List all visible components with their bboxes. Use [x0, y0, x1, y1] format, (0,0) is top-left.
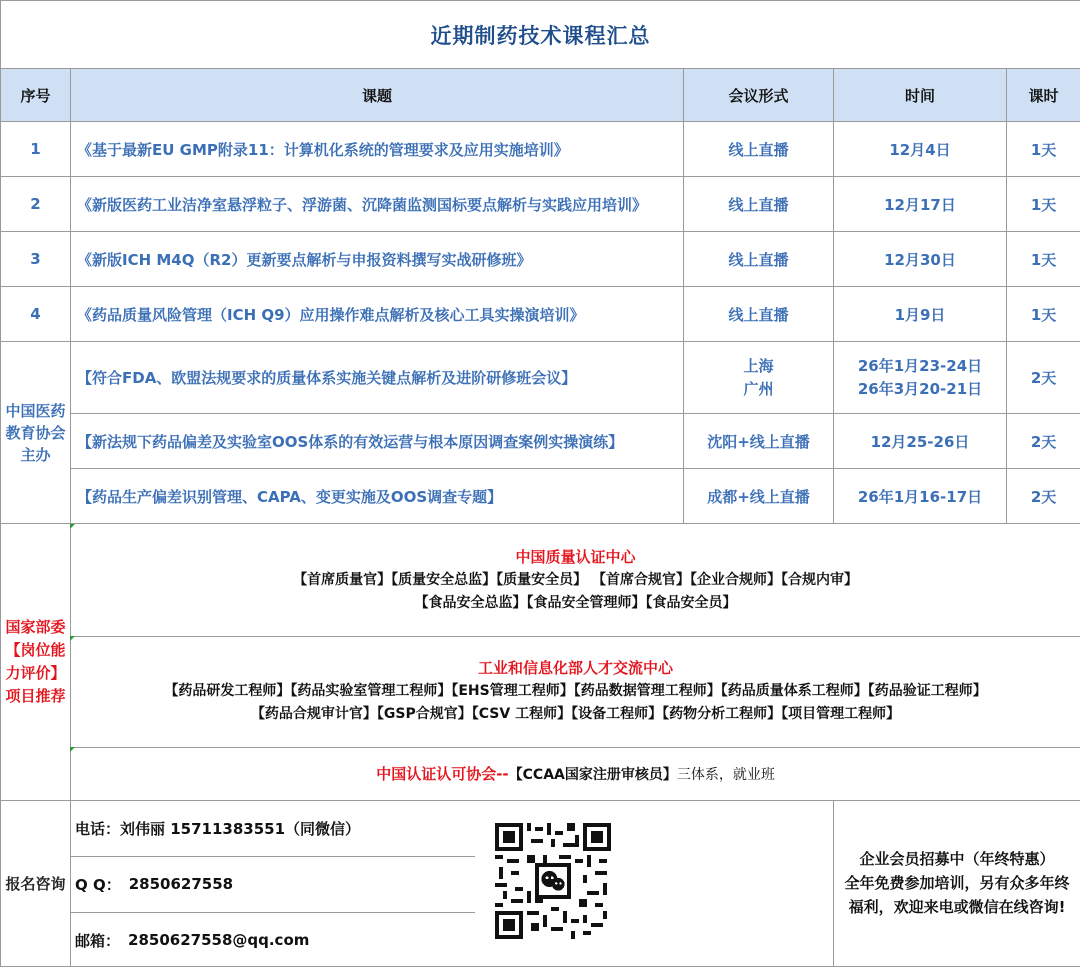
- course-format: 线上直播: [684, 232, 834, 287]
- course-time: [834, 342, 1007, 414]
- cert-line: 【首席质量官】【质量安全总监】【质量安全员】 【首席合规官】【企业合规师】【合规内审】: [293, 571, 858, 588]
- course-time: 12月4日: [834, 122, 1007, 177]
- course-no: 2: [1, 177, 71, 232]
- course-topic: 【新法规下药品偏差及实验室OOS体系的有效运营与根本原因调查案例实操演练】: [71, 414, 684, 469]
- cert-block-miit: [71, 636, 1080, 747]
- course-format: 成都+线上直播: [684, 469, 834, 524]
- course-row: [1, 122, 1080, 177]
- ministry-row: [1, 524, 1080, 636]
- email-value[interactable]: 2850627558@qq.com: [128, 931, 310, 950]
- course-hours: 1天: [1007, 232, 1080, 287]
- course-topic: 【符合FDA、欧盟法规要求的质量体系实施关键点解析及进阶研修班会议】: [71, 342, 684, 414]
- course-hours: 2天: [1007, 414, 1080, 469]
- ministry-label-line: 【岗位能: [5, 641, 66, 660]
- course-time: 1月9日: [834, 287, 1007, 342]
- association-label-line: 教育协会: [5, 423, 66, 442]
- course-topic: 《新版医药工业洁净室悬浮粒子、浮游菌、沉降菌监测国标要点解析与实践应用培训》: [71, 177, 684, 232]
- email-line: [71, 913, 833, 967]
- cert-org: 工业和信息化部人才交流中心: [478, 659, 674, 678]
- course-format: [684, 342, 834, 414]
- association-label-line: 中国医药: [5, 401, 66, 420]
- course-row: [1, 287, 1080, 342]
- course-time: 12月30日: [834, 232, 1007, 287]
- association-row: [1, 414, 1080, 469]
- course-hours: 2天: [1007, 469, 1080, 524]
- header-hours: 课时: [1007, 69, 1080, 122]
- format-line: 上海: [743, 356, 774, 375]
- phone-line: [71, 801, 833, 856]
- cell-marker-icon: [70, 636, 75, 641]
- cert-line: 【药品研发工程师】【药品实验室管理工程师】【EHS管理工程师】【药品数据管理工程师】【药品质量体系工程师】【药品验证工程师】: [164, 683, 987, 700]
- qq-label: Q Q：: [75, 875, 121, 894]
- course-format: 线上直播: [684, 177, 834, 232]
- course-row: [1, 232, 1080, 287]
- header-no: 序号: [1, 69, 71, 122]
- course-topic: 《药品质量风险管理（ICH Q9）应用操作难点解析及核心工具实操演培训》: [71, 287, 684, 342]
- ccaa-note: 三体系，就业班: [676, 767, 775, 784]
- course-hours: 1天: [1007, 122, 1080, 177]
- cell-marker-icon: [70, 747, 75, 752]
- course-no: 1: [1, 122, 71, 177]
- time-line: 26年3月20-21日: [857, 379, 983, 398]
- wechat-qr-code-icon: [495, 823, 611, 939]
- ministry-label-line: 力评价】: [5, 664, 66, 683]
- association-row: [1, 342, 1080, 414]
- qq-value[interactable]: 2850627558: [128, 875, 234, 894]
- phone-label: 电话：: [75, 819, 121, 838]
- cert-line: 【食品安全总监】【食品安全管理师】【食品安全员】: [414, 594, 737, 611]
- membership-detail: 全年免费参加培训，另有众多年终福利，欢迎来电或微信在线咨询!: [844, 874, 1070, 917]
- header-time: 时间: [834, 69, 1007, 122]
- header-topic: 课题: [71, 69, 684, 122]
- course-time: 12月17日: [834, 177, 1007, 232]
- ccaa-org: 中国认证认可协会--: [376, 765, 509, 784]
- course-hours: 1天: [1007, 177, 1080, 232]
- course-hours: 1天: [1007, 287, 1080, 342]
- cell-marker-icon: [70, 524, 75, 529]
- cert-org: 中国质量认证中心: [515, 547, 636, 566]
- ministry-row: [1, 747, 1080, 800]
- course-row: [1, 177, 1080, 232]
- ministry-label-line: 项目推荐: [5, 687, 66, 706]
- course-topic: 《新版ICH M4Q（R2）更新要点解析与申报资料撰写实战研修班》: [71, 232, 684, 287]
- ministry-row: [1, 636, 1080, 747]
- time-line: 26年1月23-24日: [857, 356, 983, 375]
- association-label: [1, 342, 71, 524]
- membership-promo: [834, 800, 1080, 966]
- course-topic: 《基于最新EU GMP附录11：计算机化系统的管理要求及应用实施培训》: [71, 122, 684, 177]
- header-format: 会议形式: [684, 69, 834, 122]
- format-line: 广州: [743, 379, 774, 398]
- course-hours: 2天: [1007, 342, 1080, 414]
- course-no: 3: [1, 232, 71, 287]
- ccaa-cert: 【CCAA国家注册审核员】: [508, 767, 677, 784]
- phone-value[interactable]: 刘伟丽 15711383551（同微信）: [120, 819, 361, 838]
- ministry-label: [1, 524, 71, 800]
- association-row: [1, 469, 1080, 524]
- contact-info: [71, 800, 834, 966]
- cert-line: 【药品合规审计官】【GSP合规官】【CSV 工程师】【设备工程师】【药物分析工程师】【项目管理工程师】: [250, 706, 901, 723]
- page-title: 近期制药技术课程汇总: [1, 1, 1080, 69]
- contact-row: [1, 800, 1080, 966]
- membership-title: 企业会员招募中（年终特惠）: [859, 850, 1055, 869]
- course-format: 线上直播: [684, 287, 834, 342]
- cert-block-cqc: [71, 524, 1080, 636]
- course-format: 线上直播: [684, 122, 834, 177]
- association-label-line: 主办: [20, 445, 51, 464]
- email-label: 邮箱：: [75, 931, 121, 950]
- qq-line: [71, 857, 833, 912]
- contact-label: 报名咨询: [1, 800, 71, 966]
- course-time: 26年1月16-17日: [834, 469, 1007, 524]
- course-time: 12月25-26日: [834, 414, 1007, 469]
- course-no: 4: [1, 287, 71, 342]
- cert-block-ccaa: [71, 747, 1080, 800]
- course-format: 沈阳+线上直播: [684, 414, 834, 469]
- ministry-label-line: 国家部委: [5, 618, 66, 637]
- course-topic: 【药品生产偏差识别管理、CAPA、变更实施及OOS调查专题】: [71, 469, 684, 524]
